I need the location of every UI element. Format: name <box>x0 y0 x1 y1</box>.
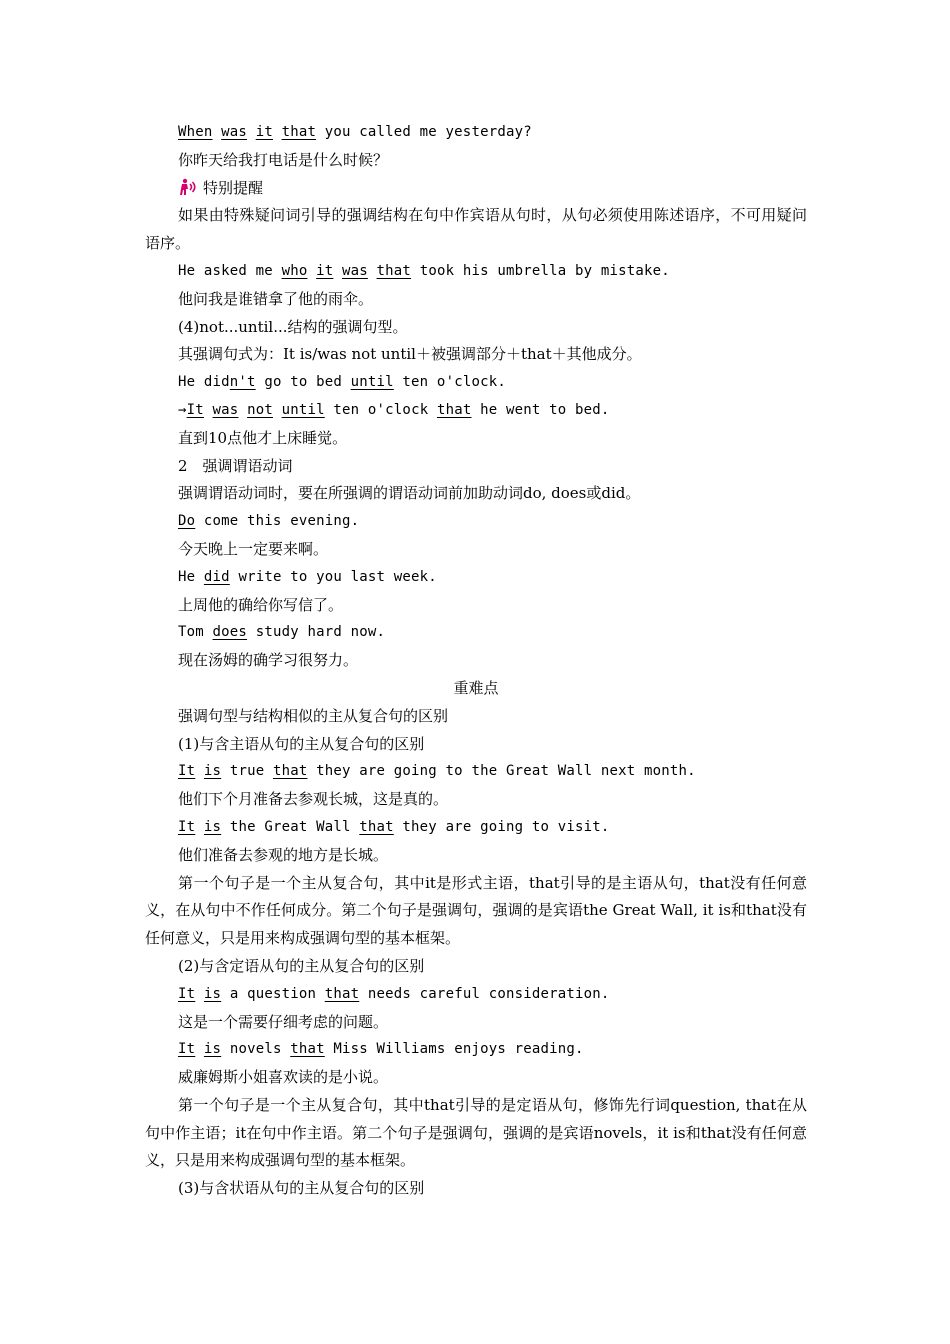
section-title: 重难点 <box>453 678 499 697</box>
example-sentence: He asked me who it was that took his umbrella by mistake. <box>178 262 670 279</box>
example-sentence: It is novels that Miss Williams enjoys reading. <box>178 1041 584 1058</box>
example-sentence: When was it that you called me yesterday? <box>178 124 532 140</box>
document-page <box>145 119 807 1203</box>
translation: 这是一个需要仔细考虑的问题。 <box>178 1012 389 1031</box>
tip-title: 特别提醒 <box>203 178 264 197</box>
translation: 你昨天给我打电话是什么时候？ <box>178 150 389 169</box>
tip-heading <box>145 175 807 203</box>
arrow-icon: → <box>178 401 187 418</box>
example-sentence: It is a question that needs careful consideration. <box>178 985 610 1002</box>
example-sentence: Tom does study hard now. <box>178 624 386 641</box>
subheading: (4)not...until...结构的强调句型。 <box>178 317 408 336</box>
example-sentence: →It was not until ten o'clock that he went to bed. <box>178 401 610 418</box>
example-sentence: It is the Great Wall that they are going to visit. <box>178 818 610 835</box>
translation: 现在汤姆的确学习很努力。 <box>178 651 359 670</box>
example-sentence: Do come this evening. <box>178 513 360 530</box>
text-line: 其强调句式为：It is/was not until＋被强调部分＋that＋其他成分。 <box>178 345 642 364</box>
example-sentence: He didn't go to bed until ten o'clock. <box>178 374 506 391</box>
subheading: (1)与含主语从句的主从复合句的区别 <box>178 734 425 753</box>
tip-paragraph: 如果由特殊疑问词引导的强调结构在句中作宾语从句时，从句必须使用陈述语序，不可用疑问语序。 <box>145 206 807 253</box>
translation: 直到10点他才上床睡觉。 <box>178 428 348 447</box>
section-heading: 2 强调谓语动词 <box>178 456 293 475</box>
explanation-paragraph: 第一个句子是一个主从复合句，其中that引导的是定语从句，修饰先行词question, that在从句中作主语；it在句中作主语。第二个句子是强调句，强调的是宾语novels，it is和that没有任何意义，只是用来构成强调句型的基本框架。 <box>145 1095 807 1170</box>
example-sentence: He did write to you last week. <box>178 568 437 585</box>
translation: 他问我是谁错拿了他的雨伞。 <box>178 289 374 308</box>
translation: 他们准备去参观的地方是长城。 <box>178 845 389 864</box>
text-line: 强调谓语动词时，要在所强调的谓语动词前加助动词do, does或did。 <box>178 484 641 503</box>
subheading: (2)与含定语从句的主从复合句的区别 <box>178 956 425 975</box>
explanation-paragraph: 第一个句子是一个主从复合句，其中it是形式主语，that引导的是主语从句，that没有任何意义，在从句中不作任何成分。第二个句子是强调句，强调的是宾语the Great Wall, it is和that没有任何意义，只是用来构成强调句型的基本框架。 <box>145 873 807 948</box>
text-line: 强调句型与结构相似的主从复合句的区别 <box>178 706 449 725</box>
speaker-person-icon <box>178 178 200 196</box>
subheading: (3)与含状语从句的主从复合句的区别 <box>178 1179 425 1198</box>
translation: 今天晚上一定要来啊。 <box>178 539 329 558</box>
translation: 他们下个月准备去参观长城，这是真的。 <box>178 790 449 809</box>
translation: 威廉姆斯小姐喜欢读的是小说。 <box>178 1068 389 1087</box>
example-sentence: It is true that they are going to the Great Wall next month. <box>178 763 696 780</box>
translation: 上周他的确给你写信了。 <box>178 595 344 614</box>
